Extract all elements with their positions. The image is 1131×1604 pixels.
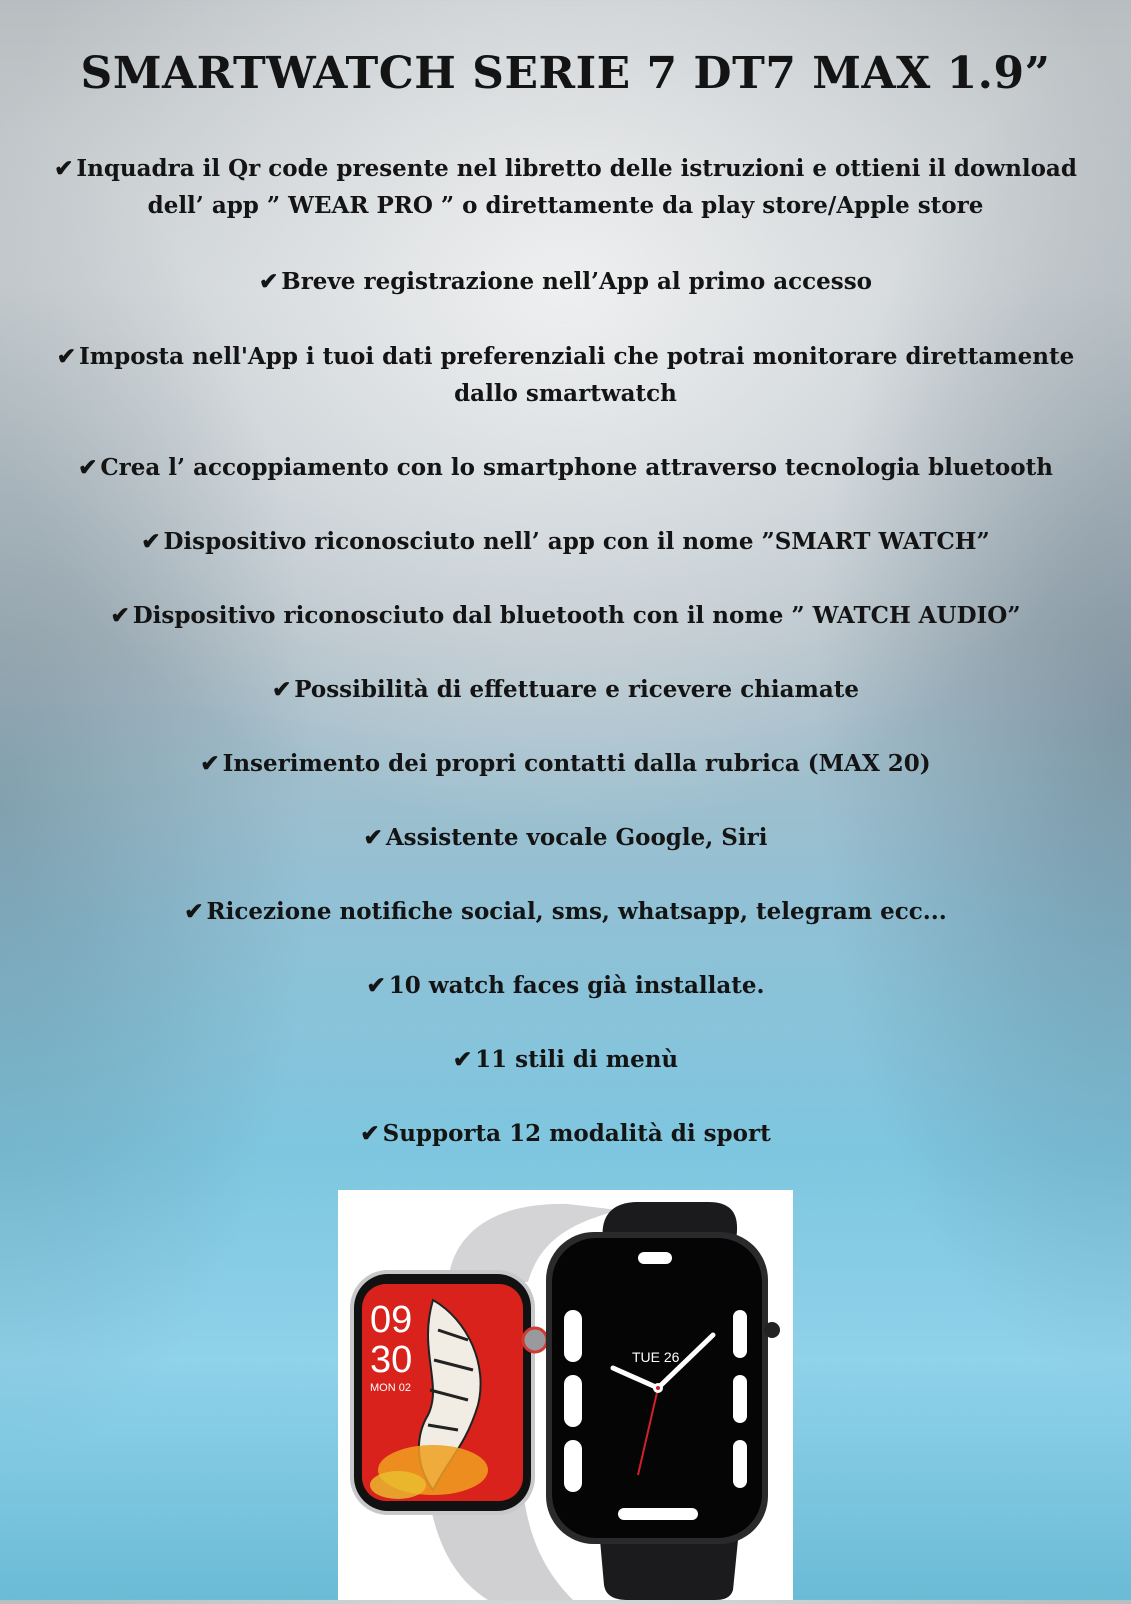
white-watch-minute: 30	[370, 1339, 413, 1381]
white-watch-date: MON 02	[370, 1382, 411, 1394]
check-icon: ✔	[366, 972, 386, 999]
feature-item-sport-modes: ✔ Supporta 12 modalità di sport	[360, 1120, 771, 1147]
page-title: SMARTWATCH SERIE 7 DT7 MAX 1.9”	[80, 48, 1051, 99]
feature-item-notifications: ✔ Ricezione notifiche social, sms, whatsapp, telegram ecc...	[184, 898, 947, 925]
feature-item-watch-faces: ✔ 10 watch faces già installate.	[366, 972, 765, 999]
feature-item-registration: ✔ Breve registrazione nell’App al primo accesso	[258, 268, 873, 295]
feature-item-menu-styles: ✔ 11 stili di menù	[452, 1046, 679, 1073]
check-icon: ✔	[258, 268, 279, 295]
check-icon: ✔	[200, 750, 220, 777]
feature-item-preferences: ✔ Imposta nell'App i tuoi dati preferenziali che potrai monitorare direttamente dallo smartwatch	[56, 343, 1075, 407]
feature-item-calls: ✔ Possibilità di effettuare e ricevere chiamate	[271, 676, 860, 703]
smartwatches-illustration	[338, 1190, 793, 1600]
black-watch-date: TUE 26	[632, 1349, 680, 1365]
check-icon: ✔	[184, 898, 204, 925]
check-icon: ✔	[56, 343, 77, 370]
check-icon: ✔	[110, 602, 130, 629]
feature-item-app-name: ✔ Dispositivo riconosciuto nell’ app con il nome ”SMART WATCH”	[141, 528, 990, 555]
feature-item-pairing: ✔ Crea l’ accoppiamento con lo smartphone attraverso tecnologia bluetooth	[78, 454, 1053, 481]
check-icon: ✔	[452, 1046, 473, 1073]
feature-item-voice-assistant: ✔ Assistente vocale Google, Siri	[363, 824, 768, 851]
check-icon: ✔	[363, 824, 383, 851]
check-icon: ✔	[78, 454, 98, 481]
feature-item-contacts: ✔ Inserimento dei propri contatti dalla rubrica (MAX 20)	[200, 750, 931, 777]
check-icon: ✔	[54, 155, 74, 182]
white-watch-hour: 09	[370, 1299, 413, 1341]
feature-item-bluetooth-name: ✔ Dispositivo riconosciuto dal bluetooth con il nome ” WATCH AUDIO”	[110, 602, 1021, 629]
check-icon: ✔	[271, 676, 292, 703]
feature-item-qr-code: ✔ Inquadra il Qr code presente nel libretto delle istruzioni e ottieni il download dell’ app ” WEAR PRO ” o direttamente da play store/Apple store	[54, 155, 1077, 219]
check-icon: ✔	[360, 1120, 380, 1147]
black-watch	[546, 1202, 780, 1600]
product-photo	[338, 1190, 793, 1600]
check-icon: ✔	[141, 528, 161, 555]
